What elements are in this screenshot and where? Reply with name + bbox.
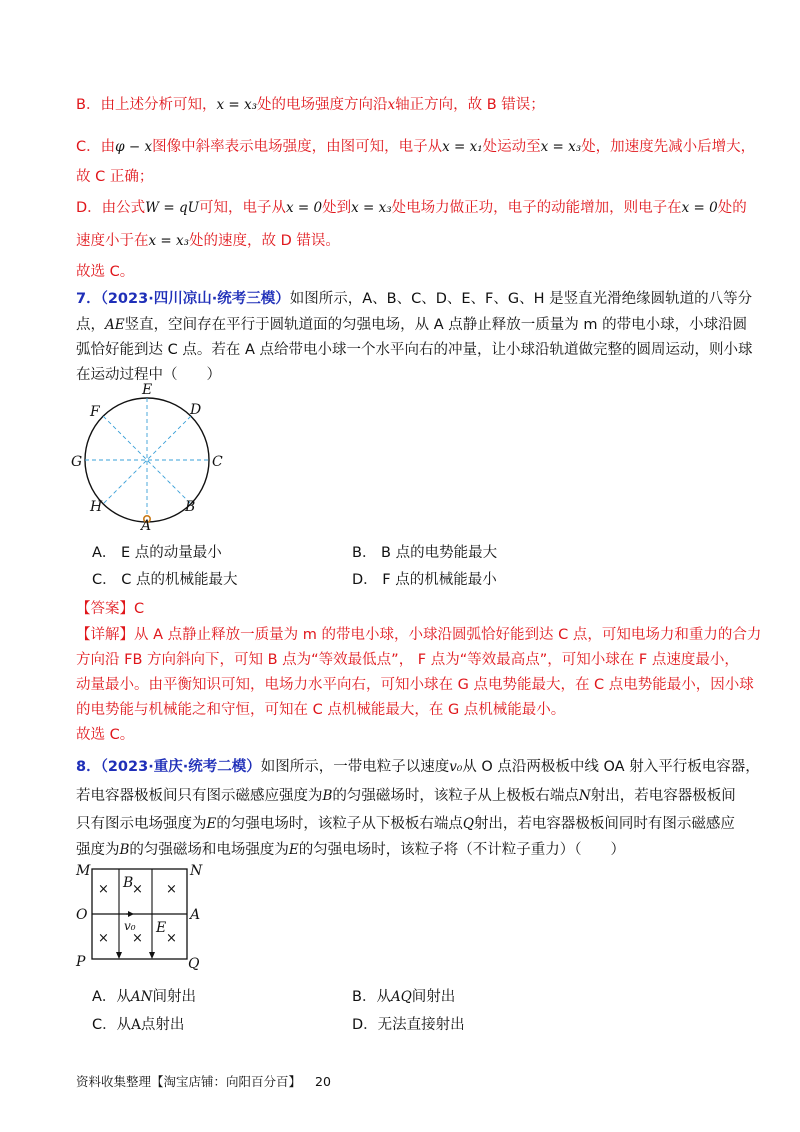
text: 只有图示电场强度为 [76,816,207,832]
math: E [288,842,299,858]
cross-icon: × [132,931,143,946]
q7-line4: 在运动过程中（ ） [76,367,221,383]
text: 射出，若电容器极板间 [590,788,736,804]
q7-line3: 弧恰好能到达 C 点。若在 A 点给带电小球一个水平向右的冲量，让小球沿轨道做完整的圆周运动，则小球 [76,342,753,358]
math: x = x₃ [216,97,257,113]
math: N [578,788,591,804]
q8-line4 [76,838,625,859]
text: 轴正方向，故 B 错误； [395,97,545,113]
q8-line1 [76,755,760,776]
math: x = 0 [285,200,323,216]
q7-line2 [76,313,747,334]
q8-capacitor-figure [70,860,220,975]
q8-option-b[interactable] [352,985,455,1006]
answer-value: C [134,601,145,617]
math: Q [462,816,474,832]
cross-icon: × [98,882,109,897]
explain-label: 【详解】 [76,627,134,643]
text: 的匀强磁场和电场强度为 [129,842,289,858]
math: W = qU [145,200,199,216]
text: 处电场力做正功，电子的动能增加，则电子在 [391,200,682,216]
q7-option-c[interactable]: C． C 点的机械能最大 [92,572,238,588]
text: 间射出 [411,989,456,1005]
cross-icon: × [166,931,177,946]
text: 如图所示，一带电粒子以速度 [260,759,450,775]
solution-b-line [76,93,545,114]
label-o: O [76,907,88,923]
q8-option-c[interactable] [92,1013,184,1034]
q8-line3 [76,812,735,833]
page-number: 20 [315,1074,331,1089]
text: 点， [76,317,105,333]
q7-option-a[interactable]: A． E 点的动量最小 [92,545,222,561]
q7-source: （2023·四川凉山·统考三模） [100,291,290,307]
solution-c-line2: 故 C 正确； [76,169,154,185]
math: B [119,842,130,858]
math: φ − x [115,139,153,155]
label-c: C [212,454,223,470]
q7-option-d[interactable]: D． F 点的机械能最小 [352,572,497,588]
e-arrow-icon-1 [116,952,122,959]
q8-option-d[interactable]: D．无法直接射出 [352,1017,465,1033]
q7-circle-figure [70,380,240,530]
math: x = x₃ [351,200,392,216]
solution-d-line1 [76,196,747,217]
q7-conclusion: 故选 C。 [76,727,135,743]
q7-explain-line2: 方向沿 FB 方向斜向下，可知 B 点为“等效最低点”， F 点为“等效最高点”，可知小球在 F 点速度最小， [76,652,739,668]
label-b: B [185,499,196,515]
q7-text: 如图所示，A、B、C、D、E、F、G、H 是竖直光滑绝缘圆轨道的八等分 [289,291,753,307]
velocity-arrowhead-icon [128,911,134,917]
page-footer [76,1072,331,1090]
text: C．从 [92,1017,132,1033]
label-n: N [190,863,203,879]
text: 间射出 [152,989,196,1005]
text: 从 O 点沿两极板中线 OA 射入平行板电容器， [462,759,760,775]
label-a: A [190,907,201,923]
q7-line1 [76,287,752,308]
math: x [387,97,396,113]
text: 处的 [717,200,747,216]
text: 处的速度，故 D 错误。 [189,233,340,249]
label-m: M [76,863,91,879]
label-d: D [190,402,202,418]
label-e: E [142,382,153,398]
text: 点射出 [140,1017,185,1033]
label-h: H [90,499,103,515]
text: 竖直，空间存在平行于圆轨道面的匀强电场，从 A 点静止释放一质量为 m 的带电小球，小球沿圆 [124,317,748,333]
text: 的匀强电场时，该粒子从下极板右端点 [216,816,463,832]
label-f: F [90,404,100,420]
text: C．由 [76,139,116,155]
label-a: A [141,518,152,530]
q7-option-b[interactable]: B． B 点的电势能最大 [352,545,498,561]
q7-explain-line4: 的电势能与机械能之和守恒，可知在 C 点机械能最大，在 G 点机械能最小。 [76,702,566,718]
math: x = 0 [681,200,718,216]
solution-c-line1 [76,135,755,156]
solution-d-line2 [76,229,340,250]
text: 射出，若电容器极板间同时有图示磁感应 [473,816,735,832]
q8-number: 8． [76,759,101,775]
q8-option-a[interactable] [92,985,196,1006]
label-g: G [71,454,83,470]
cross-icon: × [166,882,177,897]
text: 图像中斜率表示电场强度，由图可知，电子从 [152,139,443,155]
text: 处，加速度先减小后增大， [581,139,756,155]
math: x = x₃ [148,233,190,249]
cross-icon: × [132,882,143,897]
q7-explain-line1 [76,623,761,644]
text: B．由上述分析可知， [76,97,217,113]
answer-label: 【答案】 [76,601,134,617]
label-q: Q [188,956,200,972]
text: 强度为 [76,842,120,858]
math: AE [105,317,125,333]
text: 若电容器极板间只有图示磁感应强度为 [76,788,323,804]
e-arrow-icon-2 [149,952,155,959]
math: AN [130,989,153,1005]
footer-text: 资料收集整理【淘宝店铺：向阳百分百】 [76,1074,302,1089]
q8-source: （2023·重庆·统考二模） [100,759,261,775]
text: B．从 [352,989,391,1005]
label-e: E [156,920,167,936]
text: A．从 [92,989,131,1005]
q7-number: 7． [76,291,101,307]
math: x = x₁ [442,139,483,155]
text: 速度小于在 [76,233,149,249]
label-b: B [123,875,134,891]
q7-answer [76,597,144,618]
text: 可知，电子从 [198,200,286,216]
math: AQ [390,989,412,1005]
text: D．由公式 [76,200,146,216]
math: B [322,788,333,804]
q8-line2 [76,784,736,805]
text: 的匀强磁场时，该粒子从上极板右端点 [332,788,579,804]
math: v₀ [449,759,463,775]
text: 的匀强电场时，该粒子将（不计粒子重力）（ ） [298,842,626,858]
label-p: P [76,954,86,970]
q7-explain-line3: 动量最小。由平衡知识可知，电场力水平向右，可知小球在 G 点电势能最大，在 C 点电势能最小，因小球 [76,677,754,693]
cross-icon: × [98,931,109,946]
math: x = x₃ [540,139,582,155]
math: A [131,1017,141,1033]
text: 处的电场强度方向沿 [257,97,388,113]
text: 处到 [322,200,352,216]
solution-conclusion: 故选 C。 [76,264,135,280]
text: 从 A 点静止释放一质量为 m 的带电小球，小球沿圆弧恰好能到达 C 点，可知电场力和重力的合力 [134,627,762,643]
text: 处运动至 [482,139,541,155]
math: E [206,816,217,832]
label-v0: v₀ [124,919,136,933]
